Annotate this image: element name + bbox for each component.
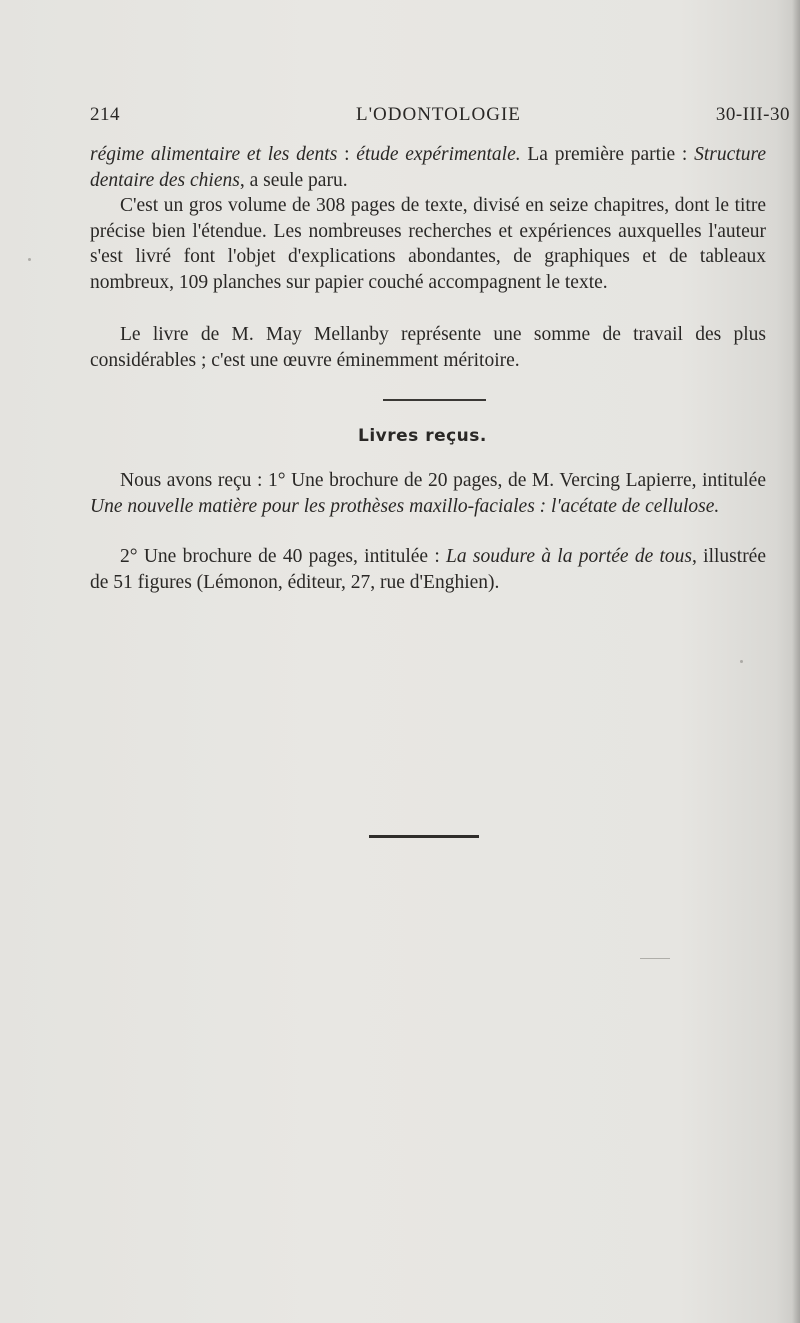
section-title: Livres reçus. <box>358 426 487 446</box>
paper-speck <box>28 258 31 261</box>
received-2-details: , illustrée de 51 figures (Lémonon, éditeur, 27, rue d'Enghien). <box>90 546 766 593</box>
paper-mark <box>640 958 670 959</box>
text-first-part: La première partie : <box>520 144 695 165</box>
paragraph-received-1 <box>90 468 766 519</box>
paper-speck <box>740 660 743 663</box>
received-2-title: La soudure à la portée de tous <box>446 546 693 567</box>
text-published: , a seule paru. <box>239 169 348 191</box>
section-divider <box>383 399 486 401</box>
paragraph-received-2 <box>90 544 766 595</box>
page-edge-shadow <box>792 0 800 1323</box>
italic-first-part-title: Structure dentaire des chiens <box>90 144 766 191</box>
italic-title-part2: étude expérimentale. <box>356 144 521 165</box>
text-separator: : <box>337 144 357 165</box>
paragraph-review <box>90 142 766 295</box>
received-1-text: Nous avons reçu : 1° Une brochure de 20 pages, de M. Vercing Lapierre, intitulée <box>120 470 766 491</box>
issue-date: 30-III-30 <box>715 104 790 125</box>
italic-title-part1: régime alimentaire et les dents <box>90 144 338 165</box>
paragraph-volume-description: C'est un gros volume de 308 pages de texte, divisé en seize chapitres, dont le titre précise bien l'étendue. Les nombreuses recherches et expériences auxquelles l'auteur s'est livré font l'objet d'explications abondantes, de graphiques et de tableaux nombreux, 109 planches sur papier couché accompagnent le texte. <box>90 195 766 293</box>
page-number: 214 <box>90 104 120 125</box>
received-1-title: Une nouvelle matière pour les prothèses maxillo-faciales : l'acétate de cellulose. <box>90 495 720 517</box>
journal-title: L'ODONTOLOGIE <box>356 104 521 125</box>
paragraph-conclusion: Le livre de M. May Mellanby représente une somme de travail des plus considérables ; c'est une œuvre éminemment méritoire. <box>90 324 766 371</box>
received-2-text: 2° Une brochure de 40 pages, intitulée : <box>120 546 447 567</box>
running-header <box>90 104 790 130</box>
end-rule <box>369 835 479 838</box>
paragraph-review-title-line <box>90 142 766 193</box>
